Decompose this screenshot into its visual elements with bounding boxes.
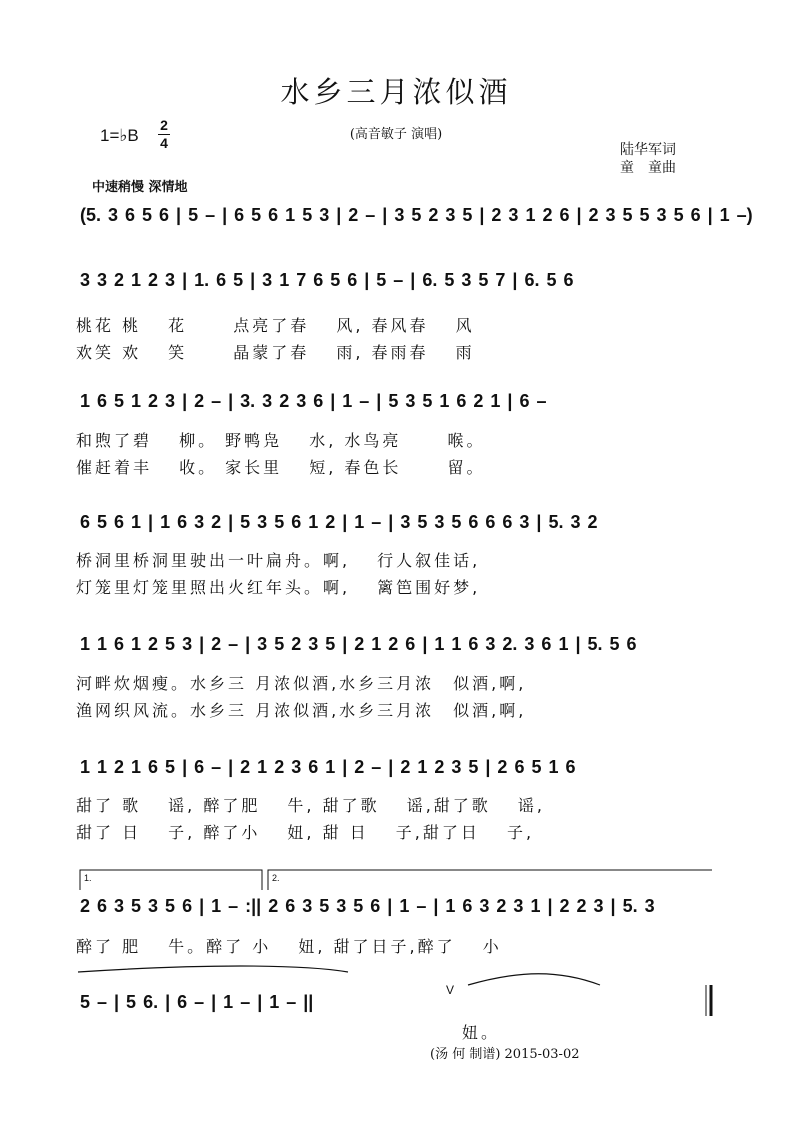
lyrics-line-5-verse-2: 渔网织风流。水乡三 月浓似酒,水乡三月浓 似酒,啊,	[76, 701, 527, 720]
lyrics-line-6-verse-1: 甜了 歌 谣, 醉了肥 牛, 甜了歌 谣,甜了歌 谣,	[76, 796, 545, 815]
slur-line-8	[78, 966, 348, 972]
notation-line-6: 1 1 2 1 6 5 | 6 – | 2 1 2 3 6 1 | 2 – | 2 1 2 3 5 | 2 6 5 1 6	[80, 757, 576, 777]
notation-line-3: 1 6 5 1 2 3 | 2 – | 3. 3 2 3 6 | 1 – | 5 3 5 1 6 2 1 | 6 –	[80, 391, 547, 411]
notation-line-1: (5. 3 6 5 6 | 5 – | 6 5 6 1 5 3 | 2 – | 3 5 2 3 5 | 2 3 1 2 6 | 2 3 5 5 3 5 6 | 1 –)	[80, 205, 753, 225]
lyrics-line-7-verse-1: 醉了 肥 牛。醉了 小 妞, 甜了日子,醉了 小	[76, 937, 502, 956]
tie-line-8	[468, 974, 600, 985]
lyrics-line-4-verse-1: 桥洞里桥洞里驶出一叶扁舟。啊, 行人叙佳话,	[76, 551, 481, 570]
lyrics-line-2-verse-2: 欢笑 欢 笑 晶蒙了春 雨, 春雨春 雨	[76, 343, 475, 362]
time-signature-denominator: 4	[160, 135, 168, 151]
notation-line-8: 5 – | 5 6. | 6 – | 1 – | 1 – ||	[80, 992, 314, 1012]
volta-2-label: 2.	[272, 873, 280, 883]
lyrics-line-3-verse-1: 和煦了碧 柳。 野鸭凫 水, 水鸟亮 喉。	[76, 431, 486, 450]
lyrics-line-4-verse-2: 灯笼里灯笼里照出火红年头。啊, 篱笆围好梦,	[76, 578, 481, 597]
notation-line-2: 3 3 2 1 2 3 | 1. 6 5 | 3 1 7 6 5 6 | 5 – | 6. 5 3 5 7 | 6. 5 6	[80, 270, 574, 290]
lyrics-line-8-verse-1: 妞。	[462, 1023, 501, 1042]
lyrics-line-6-verse-2: 甜了 日 子, 醉了小 妞, 甜 日 子,甜了日 子,	[76, 823, 535, 842]
notation-line-4: 6 5 6 1 | 1 6 3 2 | 5 3 5 6 1 2 | 1 – | 3 5 3 5 6 6 6 3 | 5. 3 2	[80, 512, 598, 532]
lyricist-credit: 陆华军词	[620, 142, 676, 158]
song-title: 水乡三月浓似酒	[280, 75, 512, 109]
transcriber-footer: (汤 何 制谱) 2015-03-02	[430, 1047, 580, 1062]
volta-2-bracket	[268, 870, 712, 890]
key-signature: 1=♭B	[100, 126, 139, 145]
notation-line-7: 2 6 3 5 3 5 6 | 1 – :|| 2 6 3 5 3 5 6 | 1 – | 1 6 3 2 3 1 | 2 2 3 | 5. 3	[80, 896, 655, 916]
notation-line-5: 1 1 6 1 2 5 3 | 2 – | 3 5 2 3 5 | 2 1 2 6 | 1 1 6 3 2. 3 6 1 | 5. 5 6	[80, 634, 637, 654]
tempo-marking: 中速稍慢 深情地	[92, 180, 188, 195]
breath-mark: V	[446, 983, 455, 997]
volta-1-label: 1.	[84, 873, 92, 883]
lyrics-line-5-verse-1: 河畔炊烟瘦。水乡三 月浓似酒,水乡三月浓 似酒,啊,	[76, 674, 527, 693]
composer-credit: 童 童曲	[620, 160, 676, 176]
lyrics-line-3-verse-2: 催赶着丰 收。 家长里 短, 春色长 留。	[76, 458, 486, 477]
lyrics-line-2-verse-1: 桃花 桃 花 点亮了春 风, 春风春 风	[76, 316, 475, 335]
time-signature-numerator: 2	[160, 117, 168, 133]
performer-credit: (高音敏子 演唱)	[349, 127, 443, 142]
volta-1-bracket	[80, 870, 262, 890]
